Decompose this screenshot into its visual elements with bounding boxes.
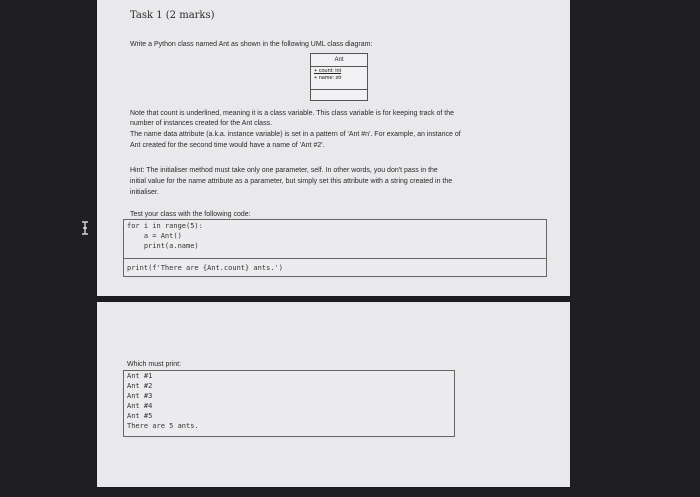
task-intro: Write a Python class named Ant as shown in the following UML class diagram: xyxy=(130,41,373,48)
test-code-box xyxy=(123,219,547,277)
document-page-2 xyxy=(97,302,570,487)
uml-attr-name: + name: str xyxy=(314,75,342,81)
uml-attr-count: + count: int xyxy=(314,68,342,74)
uml-attributes xyxy=(311,67,367,90)
text-cursor-icon xyxy=(80,221,90,235)
note-line-2: number of instances created for the Ant class. xyxy=(130,120,273,127)
output-line: Ant #1 xyxy=(127,372,153,380)
note-line-1: Note that count is underlined, meaning it is a class variable. This class variable is for keeping track of the xyxy=(130,110,454,117)
note-line-4: Ant created for the second time would have a name of 'Ant #2'. xyxy=(130,142,325,149)
document-page-1 xyxy=(97,0,570,296)
hint-line-2: initial value for the name attribute as a parameter, but simply set this attribute with a string created in the xyxy=(130,178,453,185)
code-line-4: print(f'There are {Ant.count} ants.') xyxy=(127,264,283,272)
hint-line-1: Hint: The initialiser method must take only one parameter, self. In other words, you don't pass in the xyxy=(130,167,438,174)
output-label: Which must print: xyxy=(127,361,182,368)
note-line-3: The name data attribute (a.k.a. instance variable) is set in a pattern of 'Ant #n'. For example, an instance of xyxy=(130,131,461,138)
hint-line-3: initialiser. xyxy=(130,189,159,196)
output-line: Ant #4 xyxy=(127,402,153,410)
uml-class-name: Ant xyxy=(311,54,367,67)
test-label: Test your class with the following code: xyxy=(130,211,251,218)
expected-output-box xyxy=(123,370,455,437)
uml-class-diagram xyxy=(310,53,368,101)
code-line-2: a = Ant() xyxy=(127,232,182,240)
output-line: Ant #5 xyxy=(127,412,153,420)
output-line: There are 5 ants. xyxy=(127,422,199,430)
task-title: Task 1 (2 marks) xyxy=(130,10,215,21)
code-line-3: print(a.name) xyxy=(127,242,199,250)
output-line: Ant #2 xyxy=(127,382,153,390)
code-line-1: for i in range(5): xyxy=(127,222,203,230)
output-line: Ant #3 xyxy=(127,392,153,400)
code-divider xyxy=(124,258,546,259)
